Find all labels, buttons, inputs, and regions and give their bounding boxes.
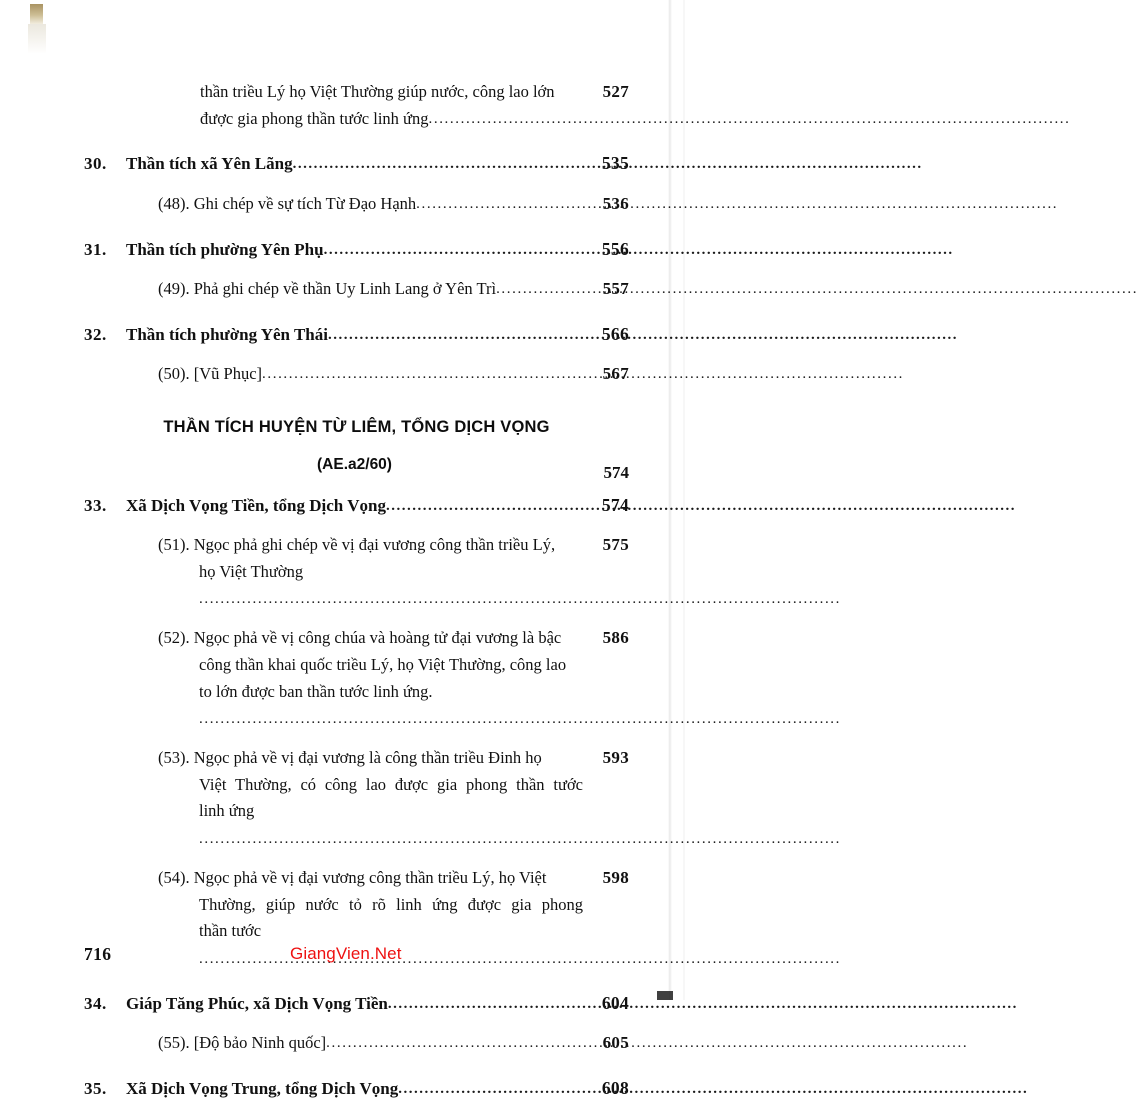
chapter-page-number: 604 [601,992,629,1013]
continuation-line-1: thần triều Lý họ Việt Thường giúp nước, công lao lớn [200,82,555,101]
chapter-number: 32. [84,324,107,344]
sub-label-line-1: (53). Ngọc phả về vị đại vương là công thần triều Đinh họ [158,748,542,767]
chapter-page-number: 574 [601,494,629,515]
toc-chapter-row[interactable] [84,151,629,177]
page-footer [84,944,629,970]
leader-dots [429,107,584,131]
toc-chapter-row[interactable] [84,493,629,519]
sub-page-number: 557 [602,278,629,298]
leader-row [126,493,583,519]
spacer [84,972,629,991]
section-code-row [84,454,629,482]
sub-label-line-2: họ Việt Thường [199,561,304,581]
sub-label-line-3: thần tước [199,921,262,941]
sub-page-number: 598 [602,867,629,887]
sub-label-line-2: Việt Thường, có công lao được gia phong thần tước [199,774,583,794]
chapter-title-row [126,493,583,519]
spacer [84,852,629,864]
sub-label-row [126,191,583,218]
toc-sub-row[interactable] [84,190,629,218]
sub-label-row [126,625,583,732]
leader-dots [326,1031,583,1055]
leader-dots [328,324,583,347]
toc-sub-row[interactable] [84,744,629,852]
leader-dots [199,591,841,607]
sub-page-number: 593 [602,748,629,767]
chapter-number: 34. [84,993,107,1013]
sub-label-row [126,745,583,852]
toc-sub-row[interactable] [84,360,629,388]
toc-sub-row[interactable] [84,275,629,303]
leader-row [158,1030,583,1057]
chapter-number: 33. [84,495,107,515]
chapter-number: 30. [84,154,107,174]
leader-dots [199,711,841,727]
sub-label: (50). [Vũ Phục] [158,363,263,383]
leader-row [126,151,583,177]
toc-sub-row[interactable] [84,624,629,732]
chapter-title-row [126,322,583,348]
sub-page-number: 536 [602,193,629,213]
watermark-text: GiangVien.Net [290,944,402,963]
spacer [84,474,629,493]
continuation-page-number: 527 [602,82,629,101]
chapter-title: Giáp Tăng Phúc, xã Dịch Vọng Tiền [126,993,388,1013]
folio-number: 716 [84,944,112,964]
leader-dots [199,831,841,847]
sub-page-number: 575 [602,534,629,554]
sub-page-number: 567 [602,363,629,383]
spacer [84,263,629,275]
continuation-line-2-row [200,106,583,133]
chapter-number: 31. [84,239,107,259]
sub-label: (48). Ghi chép về sự tích Từ Đạo Hạnh [158,193,417,213]
toc-continuation-entry [84,78,629,132]
leader-dots [293,153,583,176]
continuation-text [126,79,583,132]
chapter-title: Thần tích phường Yên Thái [126,324,328,344]
leader-row [126,1076,583,1102]
leader-row [158,191,583,218]
leader-dots [398,1078,583,1101]
toc-sub-row[interactable] [84,531,629,612]
spacer [84,218,629,237]
chapter-title: Xã Dịch Vọng Tiền, tổng Dịch Vọng [126,495,386,515]
section-page-number: 574 [603,462,629,482]
sub-label-line-3: linh ứng [199,801,255,821]
chapter-title: Thần tích phường Yên Phụ [126,239,324,259]
leader-dots [388,993,583,1016]
chapter-page-number: 608 [601,1077,629,1098]
sub-label-line-1: (51). Ngọc phả ghi chép về vị đại vương công thần triều Lý, [158,534,556,554]
leader-dots [262,362,583,386]
spacer [84,1057,629,1076]
leader-row [158,798,624,851]
leader-row [158,361,583,388]
leader-row [158,276,583,303]
page-edge-mark-fade [28,24,46,54]
sub-label-line-2: Thường, giúp nước tỏ rõ linh ứng được gia phong [199,894,583,914]
chapter-number: 35. [84,1078,107,1098]
chapter-page-number: 556 [601,238,629,259]
leader-row [126,322,583,348]
sub-label-line-3: to lớn được ban thần tước linh ứng. [199,681,433,701]
spacer [84,519,629,531]
toc-chapter-row[interactable] [84,237,629,263]
sub-label-line-1: (54). Ngọc phả về vị đại vương công thần triều Lý, họ Việt [158,867,547,887]
sub-page-number: 586 [602,628,629,648]
sub-label: (55). [Độ bảo Ninh quốc] [158,1033,327,1053]
chapter-page-number: 566 [601,323,629,344]
leader-row [158,679,624,732]
section-heading: THẦN TÍCH HUYỆN TỪ LIÊM, TỔNG DỊCH VỌNG [163,417,550,436]
leader-row [126,991,583,1017]
continuation-line-2: được gia phong thần tước linh ứng [200,108,429,128]
leader-dots [416,192,583,216]
chapter-title-row [126,151,583,177]
sub-label-row [126,361,583,388]
sub-label-line-1: (52). Ngọc phả về vị công chúa và hoàng tử đại vương là bậc [158,628,562,648]
section-code: (AE.a2/60) [317,455,392,473]
leader-dots [324,239,583,262]
sub-page-number: 605 [602,1033,629,1053]
chapter-title-row [126,237,583,263]
sub-label-row [126,532,583,612]
toc-sub-row[interactable] [84,1029,629,1057]
chapter-title: Thần tích xã Yên Lãng [126,154,293,174]
chapter-title-row [126,991,583,1017]
spacer [84,612,629,624]
spacer [84,178,629,190]
sub-label-row [126,1030,583,1057]
leader-row [158,559,624,612]
spacer [84,303,629,322]
leader-row [126,237,583,263]
toc-chapter-row[interactable] [84,1076,629,1102]
sub-label: (49). Phả ghi chép về thần Uy Linh Lang ở Yên Trì [158,278,497,298]
sub-label-line-2: công thần khai quốc triều Lý, họ Việt Thường, công lao [199,654,567,674]
leader-dots [386,495,583,518]
toc-chapter-row[interactable] [84,991,629,1017]
spacer [84,732,629,744]
spacer [84,348,629,360]
chapter-title: Xã Dịch Vọng Trung, tổng Dịch Vọng [126,1078,399,1098]
chapter-page-number: 535 [601,153,629,174]
toc-chapter-row[interactable] [84,322,629,348]
page-edge-mark [30,4,43,24]
leader-dots [496,277,583,301]
chapter-title-row [126,1076,583,1102]
spacer [84,1017,629,1029]
sub-label-row [126,276,583,303]
spacer [84,132,629,151]
